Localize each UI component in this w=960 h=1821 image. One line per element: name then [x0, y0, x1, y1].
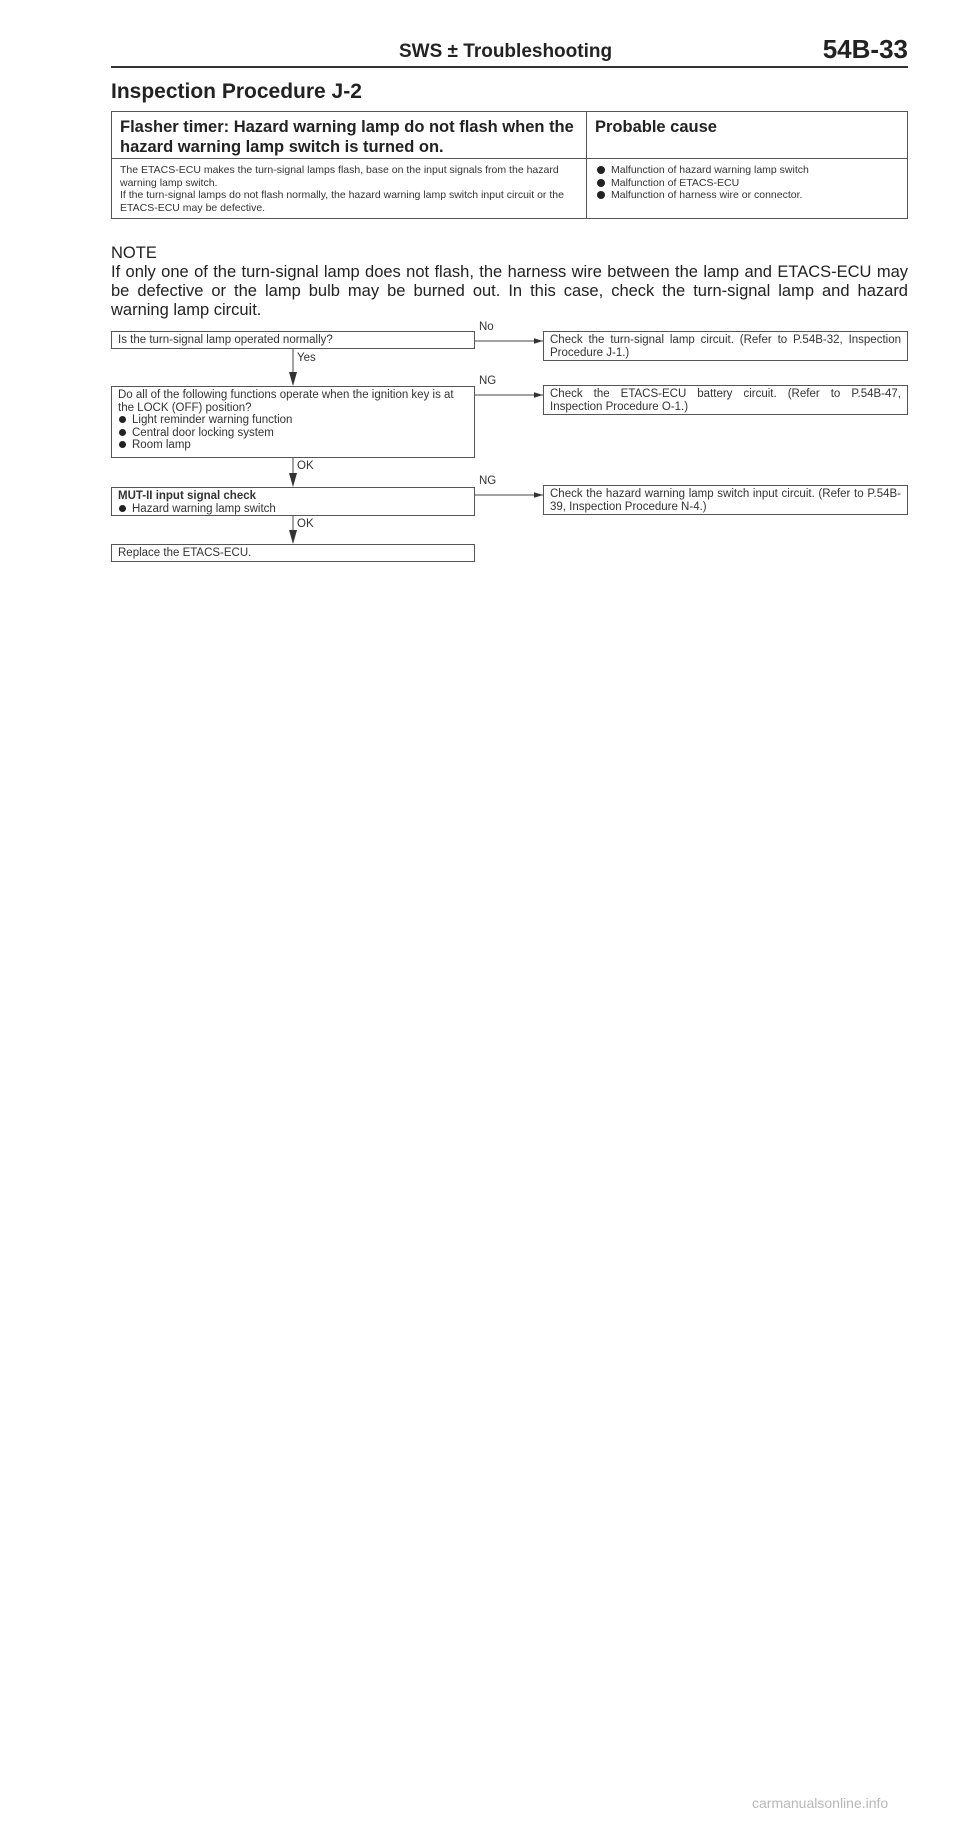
- note-block: [111, 244, 908, 320]
- step3-ng-action-box: [543, 485, 908, 515]
- final-action: Replace the ETACS-ECU.: [118, 547, 252, 559]
- step3-ng-action: Check the hazard warning lamp switch input circuit. (Refer to P.54B-39, Inspection Procedure N-4.): [550, 488, 901, 513]
- watermark: carmanualsonline.info: [752, 1795, 889, 1811]
- step2-ng-action-box: [543, 385, 908, 415]
- bullet-icon: [597, 179, 605, 187]
- step2-ng-label: NG: [479, 375, 497, 387]
- symptom-heading: Flasher timer: Hazard warning lamp do not flash when the hazard warning lamp switch is turned on.: [120, 118, 574, 156]
- bullet-icon: [119, 416, 126, 423]
- ok-arrowhead-2: [289, 530, 297, 544]
- step1-no-label: No: [479, 321, 494, 333]
- note-label: NOTE: [111, 244, 157, 262]
- symptom-cause-table: [111, 111, 908, 219]
- step1-question-box: [111, 331, 475, 349]
- bullet-icon: [597, 166, 605, 174]
- list-item: Room lamp: [118, 439, 468, 452]
- page-header: [111, 30, 908, 68]
- probable-cause-list: [595, 164, 895, 202]
- final-action-box: [111, 544, 475, 562]
- step1-question: Is the turn-signal lamp operated normally?: [118, 334, 333, 346]
- step2-ng-action: Check the ETACS-ECU battery circuit. (Refer to P.54B-47, Inspection Procedure O-1.): [550, 388, 901, 413]
- step2-question: Do all of the following functions operate when the ignition key is at the LOCK (OFF) position?: [118, 389, 454, 414]
- list-item: Central door locking system: [118, 427, 468, 440]
- list-item: Malfunction of ETACS-ECU: [595, 177, 895, 190]
- step1-yes-label: Yes: [297, 352, 316, 364]
- bullet-icon: [119, 505, 126, 512]
- list-item: Hazard warning lamp switch: [118, 503, 468, 516]
- symptom-description: [120, 164, 575, 214]
- list-item: Malfunction of harness wire or connector.: [595, 189, 895, 202]
- description-line: The ETACS-ECU makes the turn-signal lamps flash, base on the input signals from the hazard warning lamp switch.: [120, 164, 559, 189]
- bullet-icon: [597, 191, 605, 199]
- section-title: SWS ± Troubleshooting: [399, 41, 613, 62]
- table-column-divider: [586, 112, 587, 218]
- step1-no-action-box: [543, 331, 908, 361]
- bullet-icon: [119, 441, 126, 448]
- table-row-divider: [112, 158, 907, 159]
- description-line: If the turn-signal lamps do not flash normally, the hazard warning lamp switch input circuit or the ETACS-ECU may be defective.: [120, 189, 564, 214]
- step3-check-box: [111, 487, 475, 516]
- step2-ok-label: OK: [297, 460, 314, 472]
- step3-ok-label: OK: [297, 518, 314, 530]
- list-item: Malfunction of hazard warning lamp switch: [595, 164, 895, 177]
- procedure-title: Inspection Procedure J-2: [111, 80, 362, 103]
- step1-no-action: Check the turn-signal lamp circuit. (Refer to P.54B-32, Inspection Procedure J-1.): [550, 334, 901, 359]
- list-item: Light reminder warning function: [118, 414, 468, 427]
- step2-question-box: [111, 386, 475, 458]
- page-number: 54B-33: [822, 34, 908, 64]
- step3-ng-label: NG: [479, 475, 497, 487]
- probable-cause-heading: Probable cause: [595, 118, 717, 136]
- note-text: If only one of the turn-signal lamp does not flash, the harness wire between the lamp and ETACS-ECU may be defective or the lamp bulb may be burned out. In this case, check the turn-signal lamp and hazard warning lamp circuit.: [111, 263, 908, 319]
- step3-title: MUT-II input signal check: [118, 490, 257, 502]
- bullet-icon: [119, 429, 126, 436]
- yes-arrowhead: [289, 372, 297, 386]
- ok-arrowhead-1: [289, 473, 297, 487]
